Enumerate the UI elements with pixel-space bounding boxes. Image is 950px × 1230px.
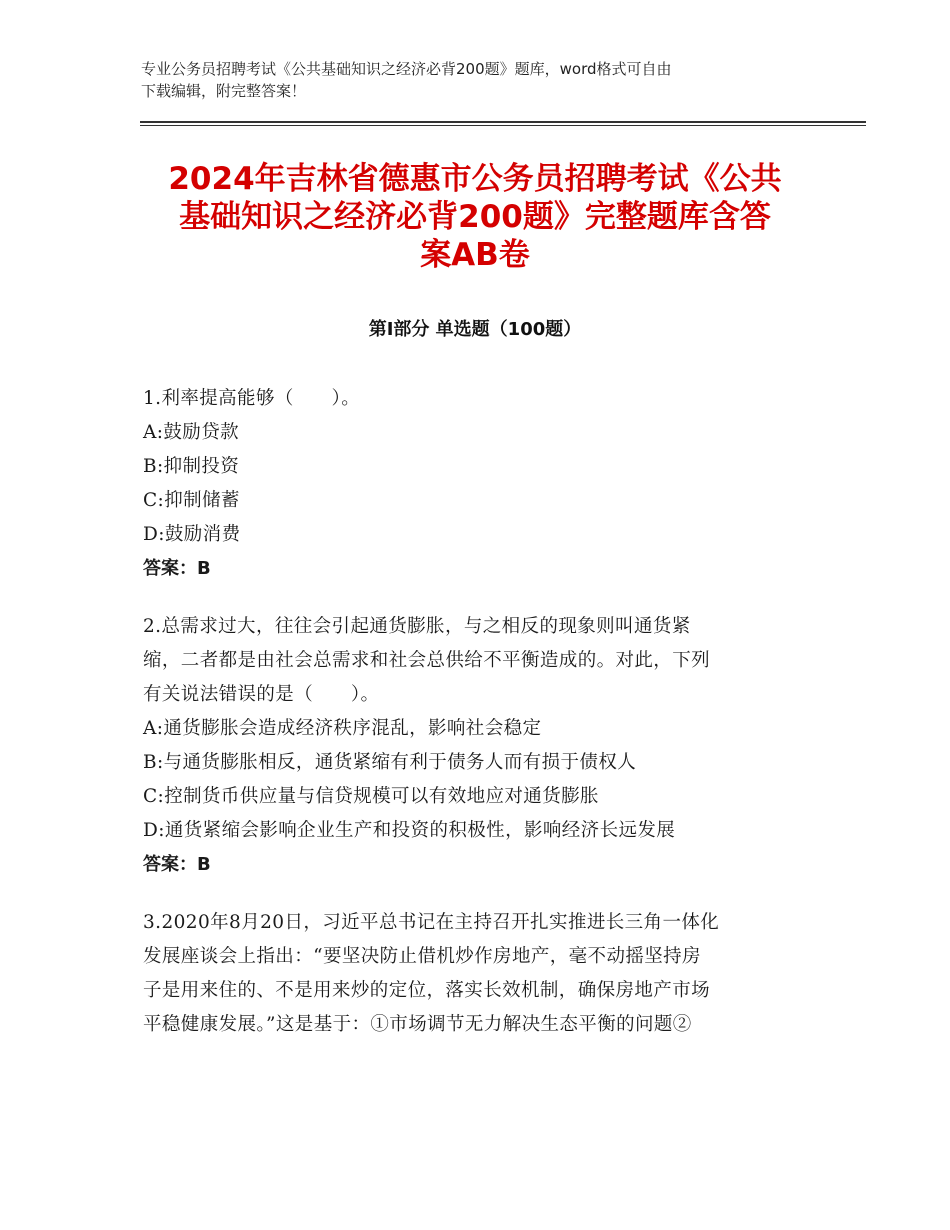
option-b: B:与通货膨胀相反，通货紧缩有利于债务人而有损于债权人 <box>143 752 637 773</box>
title-line: 案AB卷 <box>420 237 530 273</box>
option-d: D:通货紧缩会影响企业生产和投资的积极性，影响经济长远发展 <box>143 820 676 841</box>
title-line: 基础知识之经济必背200题》完整题库含答 <box>179 199 771 235</box>
section-heading: 第I部分 单选题（100题） <box>368 319 582 340</box>
option-c: C:抑制储蓄 <box>143 490 240 511</box>
question-2 <box>143 610 808 882</box>
question-stem: 缩，二者都是由社会总需求和社会总供给不平衡造成的。对此，下列 <box>143 650 711 671</box>
header-note <box>141 58 821 102</box>
option-d: D:鼓励消费 <box>143 524 241 545</box>
question-stem: 2.总需求过大，往往会引起通货膨胀，与之相反的现象则叫通货紧 <box>143 616 691 637</box>
answer: 答案：B <box>143 854 211 875</box>
header-divider-thin <box>140 125 866 126</box>
header-divider-thick <box>140 121 866 123</box>
question-stem: 平稳健康发展。”这是基于：①市场调节无力解决生态平衡的问题② <box>143 1014 692 1035</box>
question-1 <box>143 382 808 586</box>
option-c: C:控制货币供应量与信贷规模可以有效地应对通货膨胀 <box>143 786 599 807</box>
option-b: B:抑制投资 <box>143 456 240 477</box>
question-list <box>143 382 808 1066</box>
title-line: 2024年吉林省德惠市公务员招聘考试《公共 <box>168 161 782 197</box>
question-stem: 发展座谈会上指出：“要坚决防止借机炒作房地产，毫不动摇坚持房 <box>143 946 701 967</box>
header-note-line: 专业公务员招聘考试《公共基础知识之经济必背200题》题库，word格式可自由 <box>141 60 672 78</box>
option-a: A:通货膨胀会造成经济秩序混乱，影响社会稳定 <box>143 718 542 739</box>
header-note-line: 下载编辑，附完整答案！ <box>141 82 307 100</box>
question-3 <box>143 906 808 1042</box>
option-a: A:鼓励贷款 <box>143 422 239 443</box>
document-title <box>130 160 820 274</box>
answer: 答案：B <box>143 558 211 579</box>
question-stem: 3.2020年8月20日，习近平总书记在主持召开扎实推进长三角一体化 <box>143 912 720 933</box>
question-stem: 1.利率提高能够（ ）。 <box>143 388 361 409</box>
question-stem: 有关说法错误的是（ ）。 <box>143 684 380 705</box>
question-stem: 子是用来住的、不是用来炒的定位，落实长效机制，确保房地产市场 <box>143 980 711 1001</box>
